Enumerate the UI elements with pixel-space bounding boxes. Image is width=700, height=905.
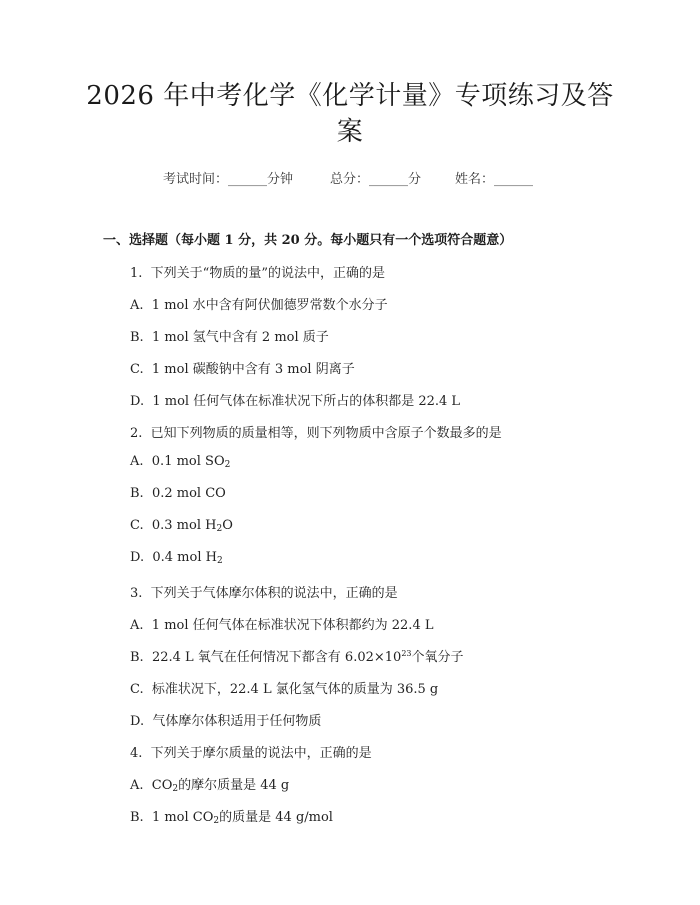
option-text: B. 22.4 L 氧气在任何情况下都含有 6.02×10 xyxy=(130,650,402,665)
question-2-option-b: B. 0.2 mol CO xyxy=(130,486,226,501)
subscript: 2 xyxy=(172,784,179,794)
title-line-1: 2026 年中考化学《化学计量》专项练习及答 xyxy=(86,81,614,111)
subscript: 2 xyxy=(224,460,231,470)
option-text-suffix: 的质量是 44 g/mol xyxy=(219,810,333,825)
student-name-label: 姓名：______ xyxy=(455,172,534,187)
question-1-option-c: C. 1 mol 碳酸钠中含有 3 mol 阴离子 xyxy=(130,362,355,377)
section-heading-choice: 一、选择题（每小题 1 分，共 20 分。每小题只有一个选项符合题意） xyxy=(103,233,513,248)
question-4-option-a xyxy=(130,774,289,794)
question-4-stem: 4. 下列关于摩尔质量的说法中，正确的是 xyxy=(130,746,372,761)
question-3-option-d: D. 气体摩尔体积适用于任何物质 xyxy=(130,714,322,729)
total-score-label: 总分：______分 xyxy=(330,172,422,187)
question-2-stem: 2. 已知下列物质的质量相等，则下列物质中含原子个数最多的是 xyxy=(130,426,502,441)
subscript: 2 xyxy=(216,556,223,566)
option-text: A. 0.1 mol SO xyxy=(130,454,225,469)
option-text-suffix: 的摩尔质量是 44 g xyxy=(178,778,290,793)
question-3-option-c: C. 标准状况下，22.4 L 氯化氢气体的质量为 36.5 g xyxy=(130,682,439,697)
option-text: D. 0.4 mol H xyxy=(130,550,217,565)
question-1-stem: 1. 下列关于“物质的量”的说法中，正确的是 xyxy=(130,266,385,281)
question-2-option-a xyxy=(130,454,230,470)
question-3-stem: 3. 下列关于气体摩尔体积的说法中，正确的是 xyxy=(130,586,398,601)
subscript: 2 xyxy=(213,816,220,826)
option-text-suffix: 个氧分子 xyxy=(411,650,464,665)
subscript: 2 xyxy=(216,524,223,534)
question-4-option-b xyxy=(130,806,333,826)
superscript: 23 xyxy=(401,649,412,658)
option-text: B. 1 mol CO xyxy=(130,810,214,825)
question-3-option-a: A. 1 mol 任何气体在标准状况下体积都约为 22.4 L xyxy=(130,618,434,633)
exam-time-label: 考试时间：______分钟 xyxy=(163,172,294,187)
option-text-suffix: O xyxy=(222,518,233,533)
question-1-option-a: A. 1 mol 水中含有阿伏伽德罗常数个水分子 xyxy=(130,298,388,313)
document-title xyxy=(70,78,630,150)
question-1-option-b: B. 1 mol 氢气中含有 2 mol 质子 xyxy=(130,330,329,345)
question-2-option-d xyxy=(130,550,223,566)
title-line-2: 案 xyxy=(336,117,364,147)
question-1-option-d: D. 1 mol 任何气体在标准状况下所占的体积都是 22.4 L xyxy=(130,394,461,409)
option-text: A. CO xyxy=(130,778,173,793)
question-3-option-b xyxy=(130,646,464,665)
question-2-option-c xyxy=(130,518,233,534)
option-text: C. 0.3 mol H xyxy=(130,518,217,533)
